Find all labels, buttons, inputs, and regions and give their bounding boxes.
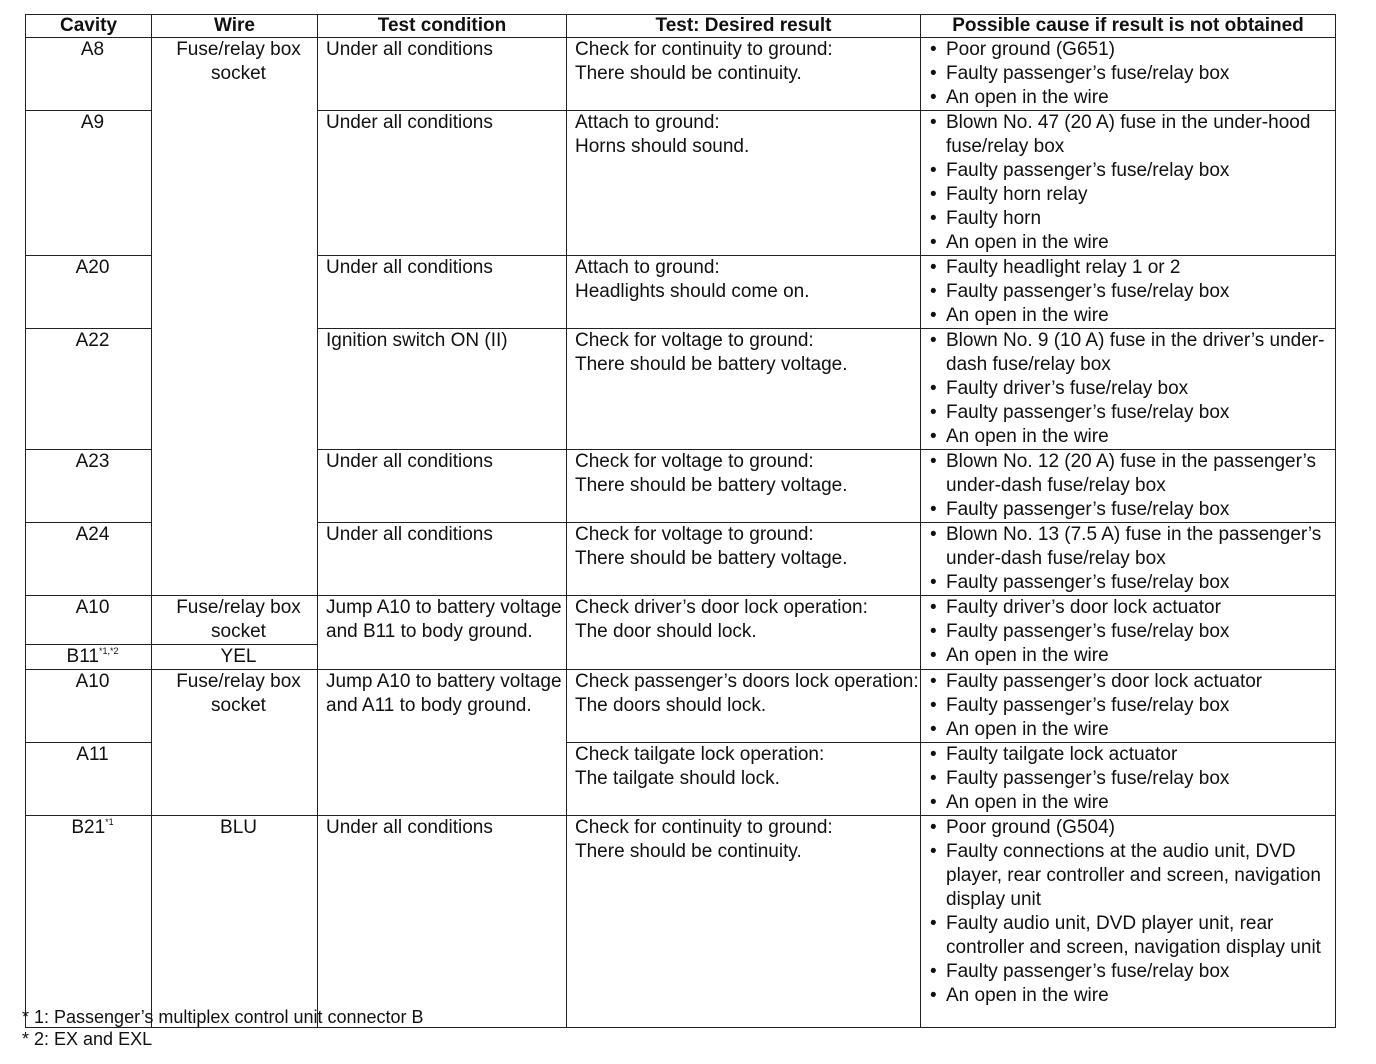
- header-test-condition: Test condition: [318, 15, 567, 38]
- result-line: Check tailgate lock operation:: [575, 744, 825, 765]
- cause-list: [929, 111, 1335, 255]
- cause-list: [929, 743, 1335, 815]
- cause-cell: [921, 38, 1336, 111]
- condition-cell: Under all conditions: [318, 111, 567, 256]
- wire-cell: Fuse/relay box socket: [152, 596, 318, 645]
- result-line: Check for continuity to ground:: [575, 817, 833, 838]
- cause-item: • Faulty passenger’s fuse/relay box: [929, 694, 1335, 718]
- result-line: There should be continuity.: [575, 63, 802, 84]
- condition-cell: Under all conditions: [318, 38, 567, 111]
- cavity-cell: [26, 645, 152, 670]
- footnote-1: * 1: Passenger’s multiplex control unit connector B: [22, 1007, 424, 1027]
- wire-cell: YEL: [152, 645, 318, 670]
- cause-item: • Faulty passenger’s fuse/relay box: [929, 280, 1335, 304]
- header-row: [26, 15, 1336, 38]
- result-line: Attach to ground:: [575, 257, 720, 278]
- cause-item: • Faulty audio unit, DVD player unit, rear controller and screen, navigation display unit: [929, 912, 1335, 960]
- result-line: The tailgate should lock.: [575, 768, 780, 789]
- cause-item: • An open in the wire: [929, 644, 1335, 668]
- table-row: [26, 670, 1336, 743]
- result-cell: [567, 111, 921, 256]
- cause-item: • An open in the wire: [929, 231, 1335, 255]
- table-row: [26, 38, 1336, 111]
- result-cell: [567, 816, 921, 1028]
- cause-list: [929, 38, 1335, 110]
- condition-cell: Ignition switch ON (II): [318, 329, 567, 450]
- footnote-2: * 2: EX and EXL: [22, 1029, 153, 1049]
- cause-cell: [921, 450, 1336, 523]
- cause-list: [929, 450, 1335, 522]
- cause-item: • Faulty passenger’s door lock actuator: [929, 670, 1335, 694]
- cavity-label: B21: [71, 817, 106, 838]
- wire-cell: BLU: [152, 816, 318, 1028]
- cause-item: • Faulty passenger’s fuse/relay box: [929, 960, 1335, 984]
- result-cell: [567, 38, 921, 111]
- result-cell: [567, 596, 921, 670]
- cause-item: • Blown No. 12 (20 A) fuse in the passenger’s under-dash fuse/relay box: [929, 450, 1335, 498]
- cause-list: [929, 596, 1335, 668]
- footnotes: [22, 1006, 424, 1050]
- cause-list: [929, 329, 1335, 449]
- cavity-cell: A20: [26, 256, 152, 329]
- cavity-cell: [26, 816, 152, 1028]
- cavity-cell: A22: [26, 329, 152, 450]
- cause-item: • Faulty horn: [929, 207, 1335, 231]
- cavity-cell: A24: [26, 523, 152, 596]
- cause-cell: [921, 111, 1336, 256]
- cause-item: • Faulty passenger’s fuse/relay box: [929, 401, 1335, 425]
- result-line: Check passenger’s doors lock operation:: [575, 671, 919, 692]
- condition-cell: Jump A10 to battery voltage and A11 to body ground.: [318, 670, 567, 816]
- cavity-cell: A10: [26, 670, 152, 743]
- cause-cell: [921, 256, 1336, 329]
- cause-item: • An open in the wire: [929, 718, 1335, 742]
- result-cell: [567, 256, 921, 329]
- result-cell: [567, 670, 921, 743]
- cause-item: • Faulty passenger’s fuse/relay box: [929, 62, 1335, 86]
- cause-item: • Faulty headlight relay 1 or 2: [929, 256, 1335, 280]
- diagnostic-table: [25, 14, 1336, 1028]
- cause-item: • An open in the wire: [929, 791, 1335, 815]
- header-wire: Wire: [152, 15, 318, 38]
- cavity-cell: A9: [26, 111, 152, 256]
- result-line: There should be battery voltage.: [575, 354, 848, 375]
- cause-item: • An open in the wire: [929, 425, 1335, 449]
- result-line: Check for voltage to ground:: [575, 330, 814, 351]
- cavity-cell: A10: [26, 596, 152, 645]
- cavity-footnote-mark: *1,*2: [98, 646, 119, 656]
- result-line: The door should lock.: [575, 621, 757, 642]
- cause-item: • Faulty driver’s fuse/relay box: [929, 377, 1335, 401]
- cause-list: [929, 670, 1335, 742]
- cause-item: • Blown No. 47 (20 A) fuse in the under-hood fuse/relay box: [929, 111, 1335, 159]
- cause-item: • Faulty passenger’s fuse/relay box: [929, 498, 1335, 522]
- cause-item: • Blown No. 9 (10 A) fuse in the driver’s under-dash fuse/relay box: [929, 329, 1335, 377]
- cavity-cell: A23: [26, 450, 152, 523]
- condition-cell: Under all conditions: [318, 816, 567, 1028]
- header-cavity: Cavity: [26, 15, 152, 38]
- cause-item: • Faulty passenger’s fuse/relay box: [929, 571, 1335, 595]
- result-cell: [567, 450, 921, 523]
- result-line: Check driver’s door lock operation:: [575, 597, 868, 618]
- cavity-footnote-mark: *1: [105, 817, 114, 827]
- result-line: Headlights should come on.: [575, 281, 810, 302]
- cavity-cell: A11: [26, 743, 152, 816]
- result-line: Attach to ground:: [575, 112, 720, 133]
- wire-cell: Fuse/relay box socket: [152, 38, 318, 596]
- condition-cell: Jump A10 to battery voltage and B11 to body ground.: [318, 596, 567, 670]
- condition-cell: Under all conditions: [318, 523, 567, 596]
- cavity-cell: A8: [26, 38, 152, 111]
- cause-item: • Faulty tailgate lock actuator: [929, 743, 1335, 767]
- cause-list: [929, 816, 1335, 1008]
- result-line: The doors should lock.: [575, 695, 767, 716]
- result-cell: [567, 329, 921, 450]
- cavity-label: B11: [66, 646, 99, 667]
- condition-cell: Under all conditions: [318, 450, 567, 523]
- cause-cell: [921, 670, 1336, 743]
- result-line: There should be continuity.: [575, 841, 802, 862]
- cause-item: • Faulty driver’s door lock actuator: [929, 596, 1335, 620]
- result-line: Check for continuity to ground:: [575, 39, 833, 60]
- cause-item: • Faulty horn relay: [929, 183, 1335, 207]
- cause-cell: [921, 523, 1336, 596]
- cause-cell: [921, 329, 1336, 450]
- cause-item: • Faulty connections at the audio unit, DVD player, rear controller and screen, navigation display unit: [929, 840, 1335, 912]
- table-row: [26, 816, 1336, 1028]
- diagnostic-table-sheet: [25, 14, 1335, 1028]
- header-possible-cause: Possible cause if result is not obtained: [921, 15, 1336, 38]
- cause-item: • An open in the wire: [929, 86, 1335, 110]
- cause-cell: [921, 743, 1336, 816]
- cause-item: • An open in the wire: [929, 984, 1335, 1008]
- cause-list: [929, 256, 1335, 328]
- result-line: There should be battery voltage.: [575, 548, 848, 569]
- result-cell: [567, 523, 921, 596]
- result-line: Check for voltage to ground:: [575, 451, 814, 472]
- result-line: Horns should sound.: [575, 136, 750, 157]
- table-row: [26, 596, 1336, 645]
- cause-cell: [921, 596, 1336, 670]
- cause-list: [929, 523, 1335, 595]
- cause-item: • Faulty passenger’s fuse/relay box: [929, 767, 1335, 791]
- result-line: Check for voltage to ground:: [575, 524, 814, 545]
- cause-item: • Poor ground (G651): [929, 38, 1335, 62]
- cause-cell: [921, 816, 1336, 1028]
- header-desired-result: Test: Desired result: [567, 15, 921, 38]
- cause-item: • Faulty passenger’s fuse/relay box: [929, 620, 1335, 644]
- wire-cell: Fuse/relay box socket: [152, 670, 318, 816]
- cause-item: • Poor ground (G504): [929, 816, 1335, 840]
- cause-item: • Faulty passenger’s fuse/relay box: [929, 159, 1335, 183]
- result-line: There should be battery voltage.: [575, 475, 848, 496]
- cause-item: • Blown No. 13 (7.5 A) fuse in the passenger’s under-dash fuse/relay box: [929, 523, 1335, 571]
- condition-cell: Under all conditions: [318, 256, 567, 329]
- cause-item: • An open in the wire: [929, 304, 1335, 328]
- result-cell: [567, 743, 921, 816]
